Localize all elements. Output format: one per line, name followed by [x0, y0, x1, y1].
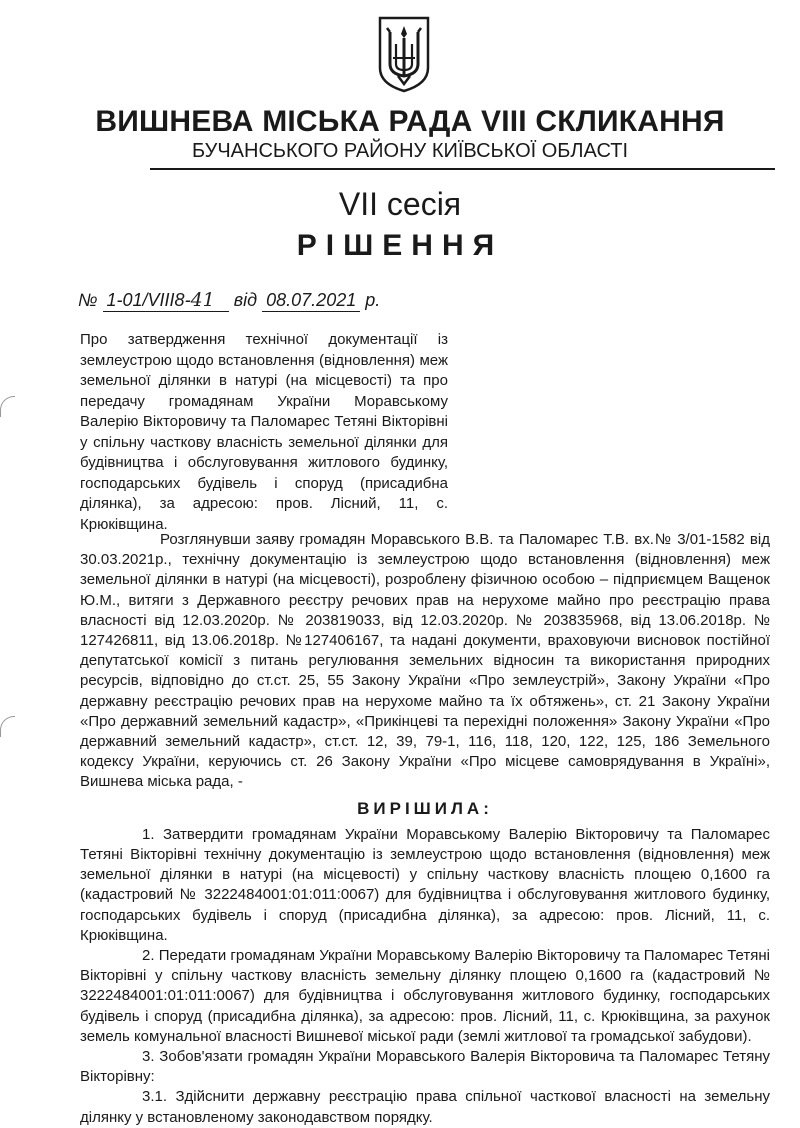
- punch-hole-mark: [0, 396, 15, 417]
- item-2: 2. Передати громадянам України Моравському Валерію Вікторовичу та Паломарес Тетяні Вікторівні у спільну часткову власність земельну ділянку площею 0,1600 га (кадастровий № 3222484001:01:011:0067) для будівництва і обслуговування житлового будинку, господарських будівель і споруд (присадибна ділянка), за адресою: пров. Лісний, 11, с. Крюківщина, за рахунок земель комунальної власності Вишневої міської ради (землі житлової та громадської забудови).: [80, 947, 770, 1045]
- year-suffix: р.: [365, 290, 381, 310]
- decision-title: РІШЕННЯ: [296, 229, 504, 262]
- decision-body: [80, 530, 770, 1128]
- punch-hole-mark: [0, 716, 15, 737]
- decision-number: 1-01/VIII8-41: [103, 289, 229, 312]
- decision-number-line: [78, 289, 380, 312]
- item-3-1: 3.1. Здійснити державну реєстрацію права спільної часткової власності на земельну ділянку у встановленому законодавством порядку.: [80, 1088, 770, 1126]
- council-title: ВИШНЕВА МІСЬКА РАДА VIII СКЛИКАННЯ: [95, 105, 725, 138]
- item-3: 3. Зобов'язати громадян України Моравського Валерія Вікторовича та Паломарес Тетяну Вікторівну:: [80, 1048, 770, 1086]
- district-subtitle: БУЧАНСЬКОГО РАЙОНУ КИЇВСЬКОЇ ОБЛАСТІ: [191, 140, 628, 162]
- resolved-heading: ВИРІШИЛА:: [357, 798, 493, 818]
- decision-date: 08.07.2021: [262, 290, 360, 312]
- handwritten-number: 41: [190, 289, 215, 311]
- from-label: від: [233, 290, 258, 310]
- ukraine-trident-coat-of-arms-icon: [376, 14, 432, 94]
- item-1: 1. Затвердити громадянам України Моравському Валерію Вікторовичу та Паломарес Тетяні Вікторівні технічну документацію із землеустрою щодо встановлення (відновлення) меж земельної ділянки в натурі (на місцевості) у спільну часткову власність площею 0,1600 га (кадастровий № 3222484001:01:011:0067) для будівництва і обслуговування житлового будинку, господарських будівель і споруд (присадибна ділянка), за адресою: пров. Лісний, 11, с. Крюківщина.: [80, 825, 770, 944]
- preamble-paragraph: Розглянувши заяву громадян Моравського В.В. та Паломарес Т.В. вх.№ 3/01-1582 від 30.03.2021р., технічну документацію із землеустрою щодо встановлення (відновлення) меж земельної ділянки в натурі (на місцевості), розроблену фізичною особою – підприємцем Ващенок Ю.М., витяги з Державного реєстру речових прав на нерухоме майно про реєстрацію права власності від 12.03.2020р. № 203819033, від 12.03.2020р. № 203835968, від 13.06.2018р. № 127426811, від 13.06.2018р. №127406167, та надані документи, враховуючи висновок постійної депутатської комісії з питань регулювання земельних відносин та використання природних ресурсів, відповідно до ст.ст. 25, 55 Закону України «Про землеустрій», Закону України «Про державну реєстрацію речових прав на нерухоме майно та їх обтяжень», ст. 21 Закону України «Про державний земельний кадастр», «Прикінцеві та перехідні положення» Закону України «Про державний земельний кадастр», ст.ст. 12, 39, 79-1, 116, 118, 120, 122, 125, 186 Земельного кодексу України, керуючись ст. 26 Закону України «Про місцеве самоврядування в Україні», Вишнева міська рада, -: [80, 531, 770, 791]
- subject-text: Про затвердження технічної документації із землеустрою щодо встановлення (відновлення) меж земельної ділянки в натурі (на місцевості) та про передачу громадянам України Моравському Валерію Вікторовичу та Паломарес Тетяні Вікторівні у спільну часткову власність земельної ділянки для будівництва і обслуговування житлового будинку, господарських будівель і споруд (присадибна ділянка), за адресою: пров. Лісний, 11, с. Крюківщина.: [80, 331, 448, 533]
- header-divider: [150, 168, 775, 170]
- decision-subject: [80, 330, 448, 535]
- number-label: №: [78, 290, 98, 310]
- session-title: VII сесія: [338, 186, 462, 222]
